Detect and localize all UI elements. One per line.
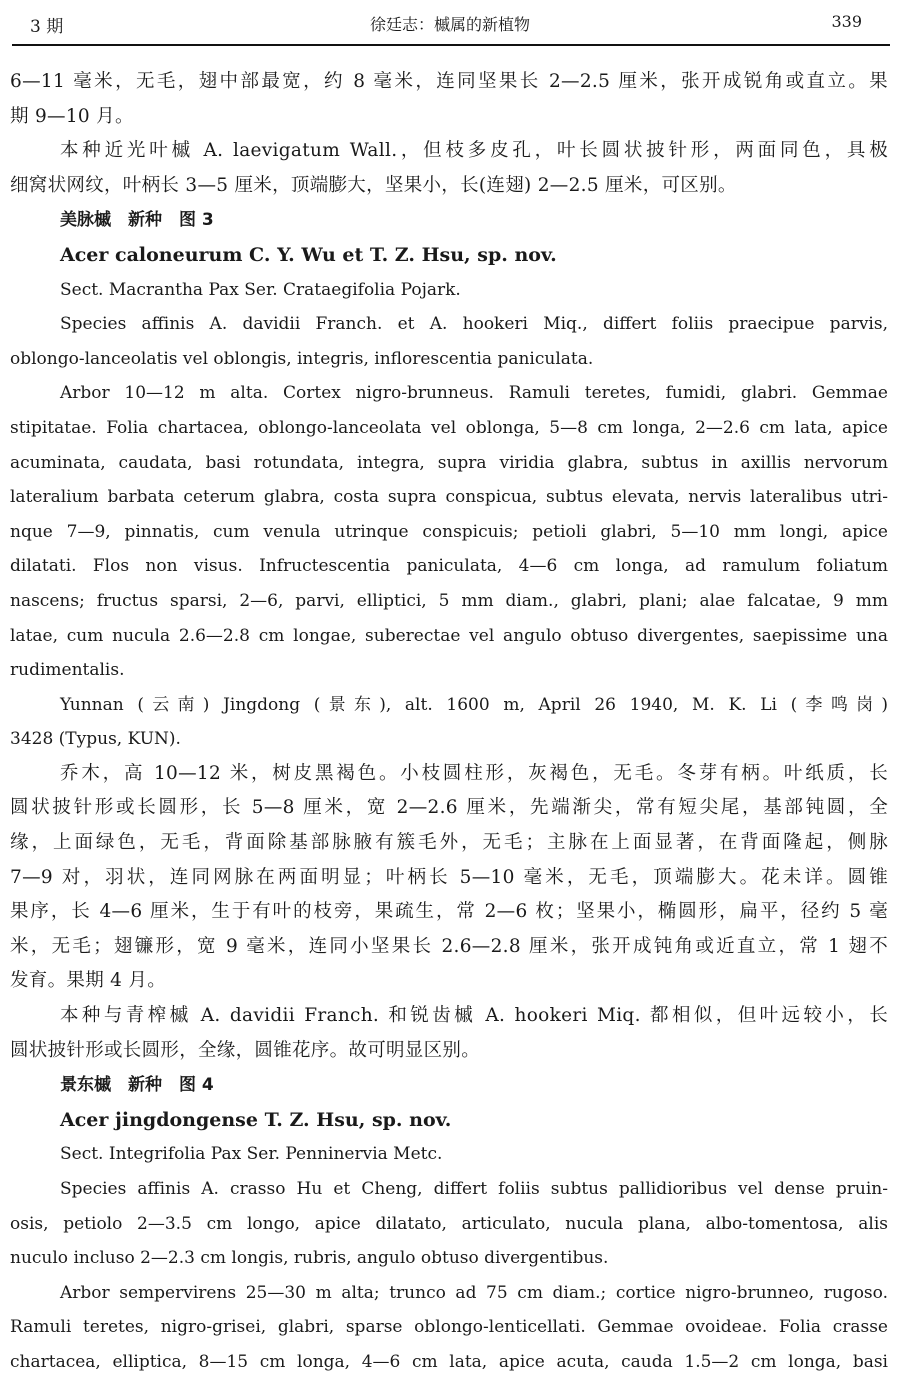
text-line: osis, petiolo 2—3.5 cm longo, apice dilatato, articulato, nucula plana, albo-tomentosa, alis (10, 1213, 888, 1234)
text-line: latae, cum nucula 2.6—2.8 cm longae, suberectae vel angulo obtuso divergentes, saepissime una (10, 625, 888, 646)
species-heading-latin: Acer jingdongense T. Z. Hsu, sp. nov. (60, 1108, 452, 1131)
text-line: Sect. Macrantha Pax Ser. Crataegifolia Pojark. (60, 279, 461, 300)
text-line: 缘，上面绿色，无毛，背面除基部脉腋有簇毛外，无毛；主脉在上面显著，在背面隆起，侧脉 (10, 832, 888, 854)
text-line: Arbor 10—12 m alta. Cortex nigro-brunneus. Ramuli teretes, fumidi, glabri. Gemmae (60, 383, 888, 404)
issue-number: 3 期 (30, 17, 64, 37)
text-line: acuminata, caudata, basi rotundata, integra, supra viridia glabra, subtus in axillis nervorum (10, 452, 888, 473)
text-line: Yunnan (云南) Jingdong (景东), alt. 1600 m, April 26 1940, M. K. Li (李鸣岗) (60, 694, 888, 715)
species-heading-zh: 美脉槭 新种 图 3 (60, 210, 214, 231)
text-line: stipitatae. Folia chartacea, oblongo-lanceolata vel oblonga, 5—8 cm longa, 2—2.6 cm lata, apice (10, 417, 888, 438)
text-line: 细窝状网纹，叶柄长 3—5 厘米，顶端膨大，坚果小，长(连翅) 2—2.5 厘米，可区别。 (10, 174, 737, 196)
text-line: nuculo incluso 2—2.3 cm longis, rubris, angulo obtuso divergentibus. (10, 1248, 609, 1269)
text-line: rudimentalis. (10, 660, 125, 681)
text-line: lateralium barbata ceterum glabra, costa supra conspicua, subtus elevata, nervis lateralibus utri- (10, 487, 888, 508)
text-line: nque 7—9, pinnatis, cum venula utrinque conspicuis; petioli glabri, 5—10 mm longi, apice (10, 521, 888, 542)
text-line: Ramuli teretes, nigro-grisei, glabri, sparse oblongo-lenticellati. Gemmae ovoideae. Folia crasse (10, 1317, 888, 1338)
text-line: 圆状披针形或长圆形，长 5—8 厘米，宽 2—2.6 厘米，先端渐尖，常有短尖尾，基部钝圆，全 (10, 797, 888, 819)
text-line: oblongo-lanceolatis vel oblongis, integris, inflorescentia paniculata. (10, 348, 594, 369)
text-line: chartacea, elliptica, 8—15 cm longa, 4—6 cm lata, apice acuta, cauda 1.5—2 cm longa, basi (10, 1351, 888, 1372)
text-line: 本种与青榨槭 A. davidii Franch. 和锐齿槭 A. hookeri Miq. 都相似，但叶远较小，长 (60, 1005, 888, 1027)
text-line: Species affinis A. crasso Hu et Cheng, differt foliis subtus pallidioribus vel dense pruin- (60, 1179, 888, 1199)
text-line: 果序，长 4—6 厘米，生于有叶的枝旁，果疏生，常 2—6 枚；坚果小，椭圆形，扁平，径约 5 毫 (10, 901, 888, 923)
species-heading-zh: 景东槭 新种 图 4 (60, 1075, 214, 1096)
header-rule (12, 44, 890, 46)
page-number: 339 (831, 12, 862, 31)
text-line: Arbor sempervirens 25—30 m alta; trunco ad 75 cm diam.; cortice nigro-brunneo, rugoso. (60, 1282, 888, 1303)
text-line: 米，无毛；翅镰形，宽 9 毫米，连同小坚果长 2.6—2.8 厘米，张开成钝角或近直立，常 1 翅不 (10, 935, 888, 957)
text-line: 期 9—10 月。 (10, 105, 134, 127)
text-line: 6—11 毫米，无毛，翅中部最宽，约 8 毫米，连同坚果长 2—2.5 厘米，张开成锐角或直立。果 (10, 71, 888, 92)
text-line: 7—9 对，羽状，连同网脉在两面明显；叶柄长 5—10 毫米，无毛，顶端膨大。花未详。圆锥 (10, 866, 888, 888)
text-line: nascens; fructus sparsi, 2—6, parvi, elliptici, 5 mm diam., glabri, plani; alae falcatae, 9 mm (10, 590, 888, 611)
text-line: 本种近光叶槭 A. laevigatum Wall.，但枝多皮孔，叶长圆状披针形，两面同色，具极 (60, 140, 888, 162)
page-header (0, 0, 900, 50)
running-title: 徐廷志：槭属的新植物 (369, 15, 530, 34)
species-heading-latin: Acer caloneurum C. Y. Wu et T. Z. Hsu, sp. nov. (60, 243, 557, 266)
text-line: 发育。果期 4 月。 (10, 970, 167, 992)
text-line: 圆状披针形或长圆形，全缘，圆锥花序。故可明显区别。 (10, 1039, 481, 1061)
text-line: Species affinis A. davidii Franch. et A. hookeri Miq., differt foliis praecipue parvis, (60, 314, 888, 335)
text-line: 乔木，高 10—12 米，树皮黑褐色。小枝圆柱形，灰褐色，无毛。冬芽有柄。叶纸质，长 (60, 762, 888, 784)
text-line: Sect. Integrifolia Pax Ser. Penninervia Metc. (60, 1144, 443, 1165)
body-text (10, 65, 888, 1380)
text-line: 3428 (Typus, KUN). (10, 729, 181, 750)
text-line: dilatati. Flos non visus. Infructescentia paniculata, 4—6 cm longa, ad ramulum foliatum (10, 556, 888, 577)
